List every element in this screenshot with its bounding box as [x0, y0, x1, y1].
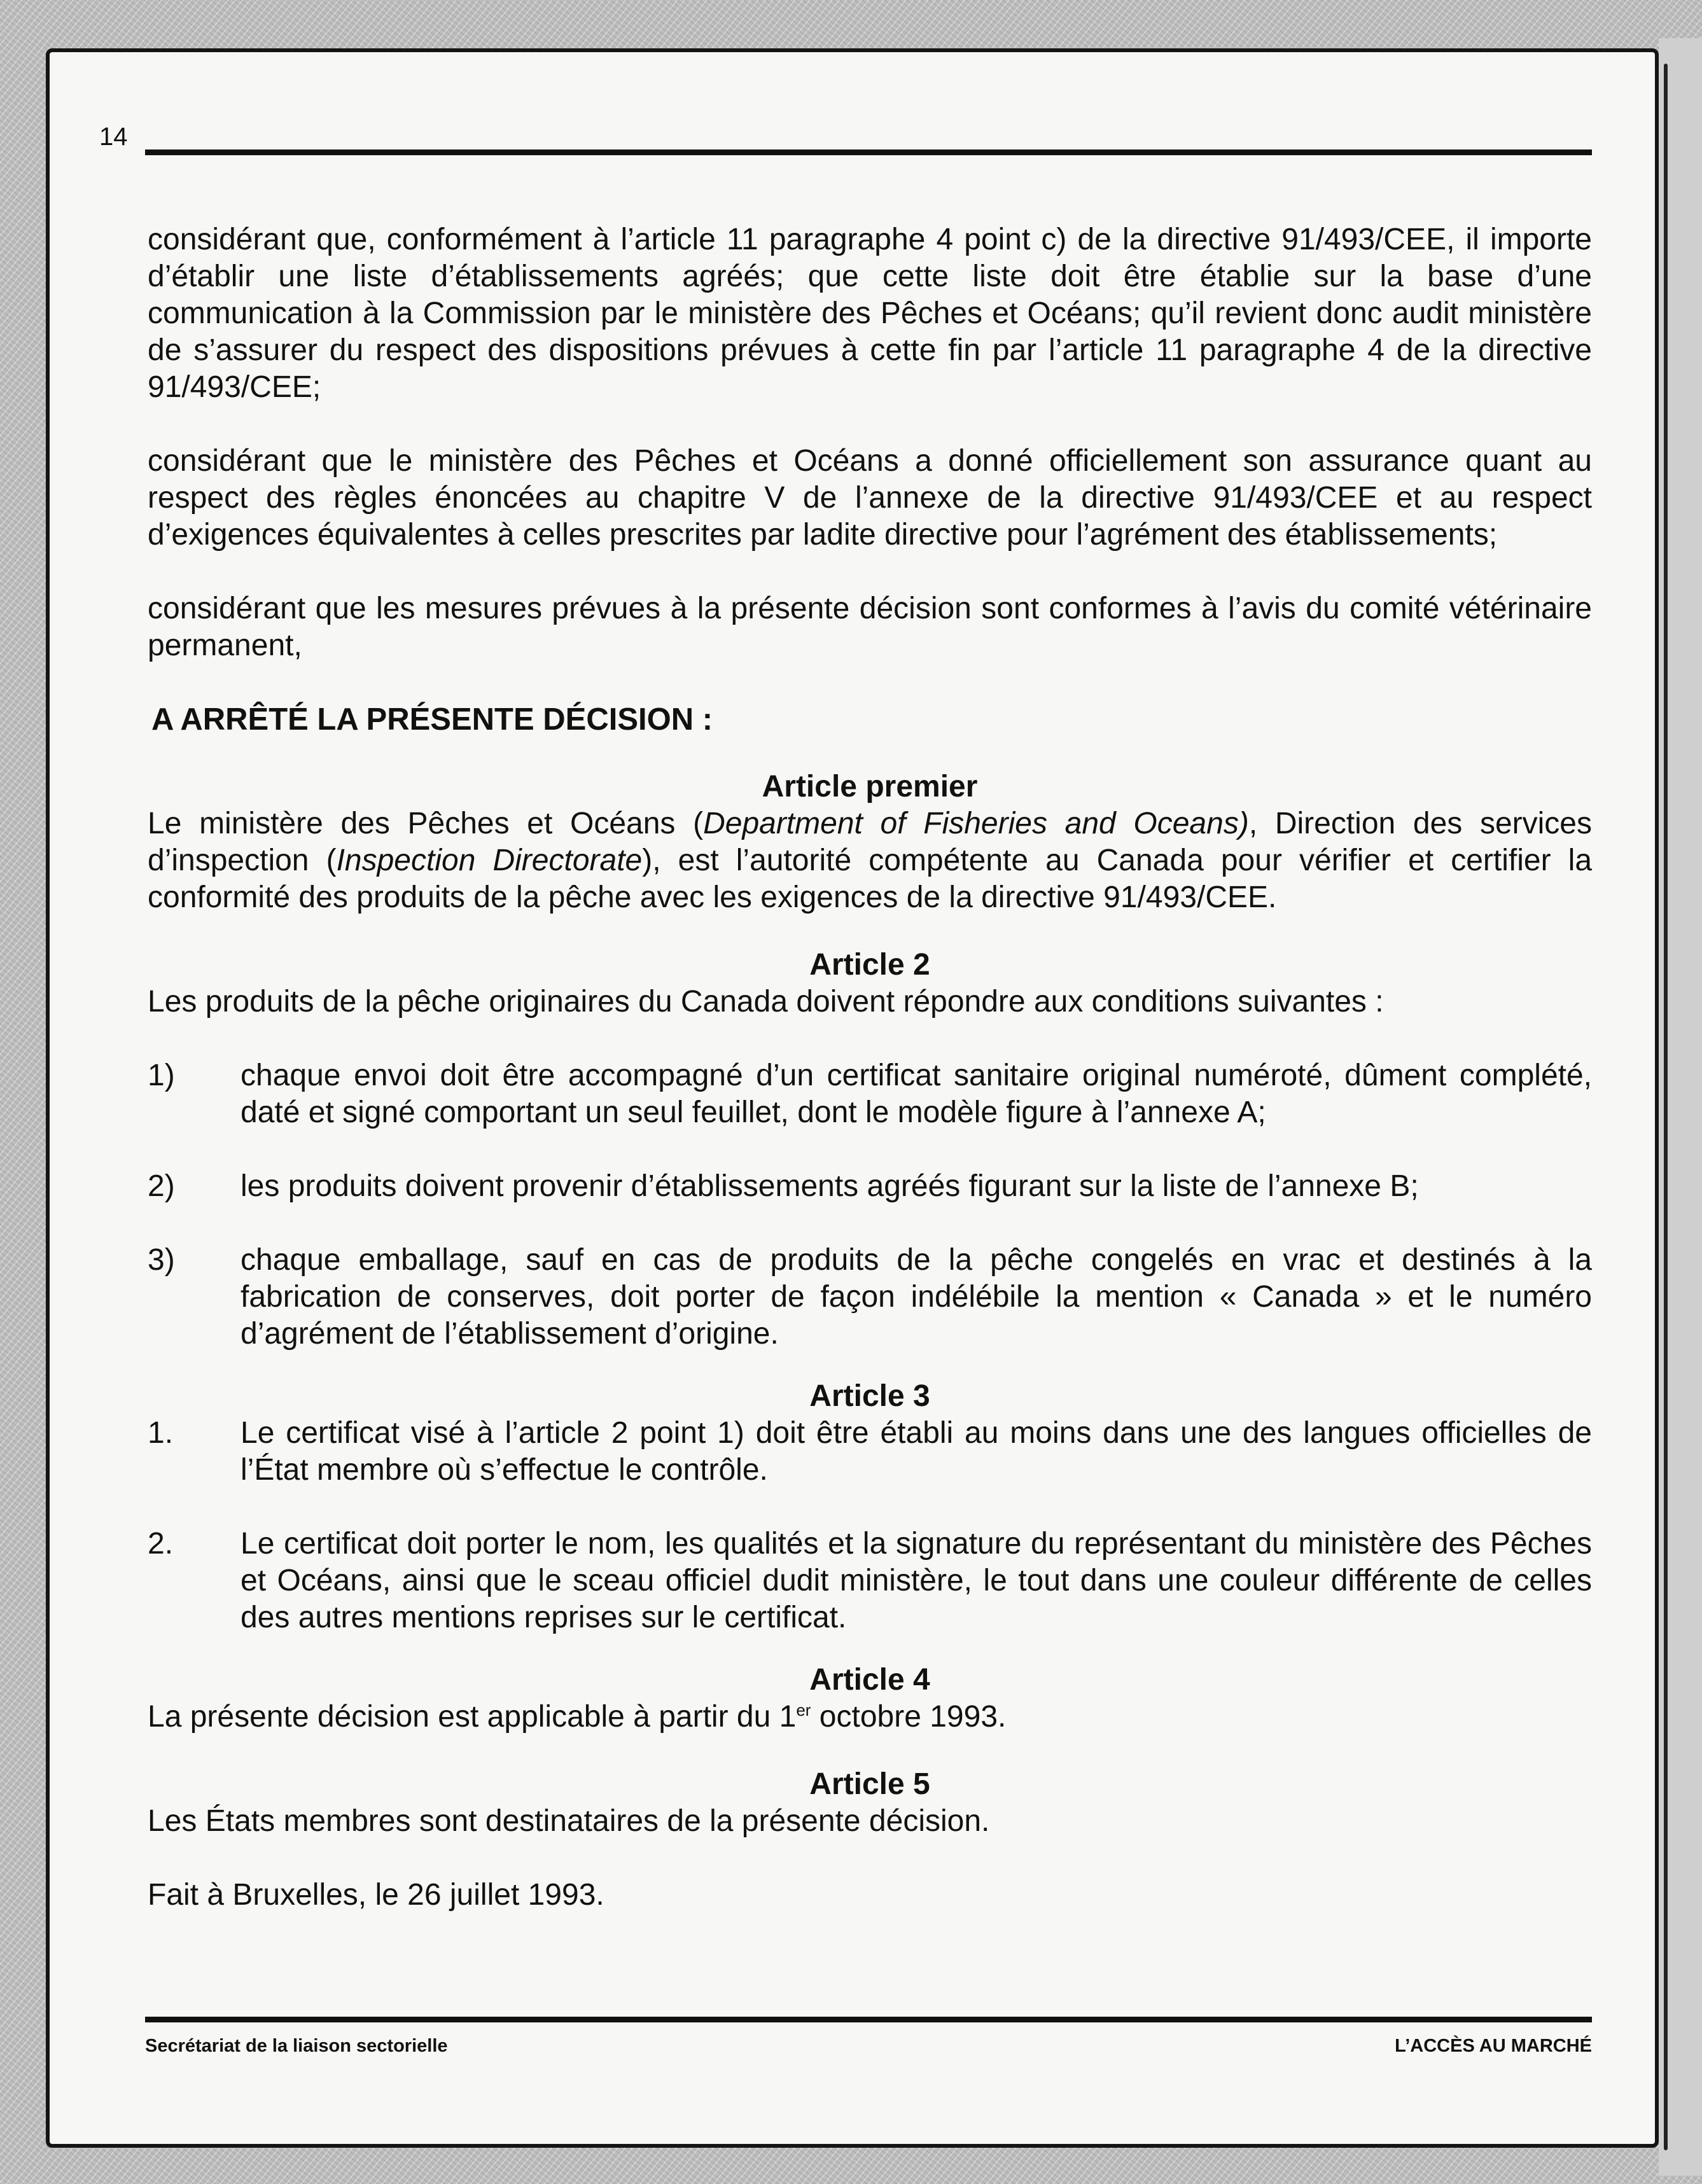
text-segment: Le ministère des Pêches et Océans ( [148, 807, 704, 840]
item-text: chaque emballage, sauf en cas de produits de la pêche congelés en vrac et destinés à la fabrication de conserves, doit porter de façon indélébile la mention « Canada » et le numéro d’agrément de l’établissement d’origine. [241, 1243, 1592, 1351]
decision-title: A ARRÊTÉ LA PRÉSENTE DÉCISION : [151, 702, 713, 737]
list-item [148, 1415, 1592, 1489]
article-heading: Article premier [762, 770, 978, 803]
item-number: 1) [148, 1059, 175, 1092]
preamble-paragraph: considérant que le ministère des Pêches et Océans a donné officiellement son assurance quant au respect des règles énoncées au chapitre V de l’annexe de la directive 91/493/CEE et au respect d’exigences équivalentes à celles prescrites par ladite directive pour l’agrément des établissements; [148, 444, 1592, 552]
footer-right: L’ACCÈS AU MARCHÉ [1395, 2036, 1592, 2056]
article-text: Les États membres sont destinataires de la présente décision. [148, 1804, 990, 1838]
list-item [148, 1057, 1592, 1131]
article-3 [148, 1378, 1592, 1636]
list-item [148, 1168, 1592, 1205]
preamble-paragraph: considérant que les mesures prévues à la présente décision sont conformes à l’avis du comité vétérinaire permanent, [148, 592, 1592, 662]
page-number: 14 [99, 123, 128, 151]
item-number: 3) [148, 1243, 175, 1277]
footer-left: Secrétariat de la liaison sectorielle [145, 2036, 448, 2056]
article-heading: Article 5 [809, 1767, 930, 1801]
article-premier [148, 769, 1592, 916]
text-segment: La présente décision est applicable à partir du 1 [148, 1700, 797, 1734]
footer-rule [145, 2017, 1592, 2022]
article-4 [148, 1662, 1592, 1735]
item-text: Le certificat doit porter le nom, les qualités et la signature du représentant du ministère des Pêches et Océans, ainsi que le sceau officiel dudit ministère, le tout dans une couleur différente de celles des autres mentions reprises sur le certificat. [241, 1527, 1592, 1634]
text-segment-italic: Department of Fisheries and Oceans) [703, 807, 1249, 840]
item-text: chaque envoi doit être accompagné d’un certificat sanitaire original numéroté, dûment complété, daté et signé comportant un seul feuillet, dont le modèle figure à l’annexe A; [241, 1059, 1592, 1129]
next-page-edge [1659, 38, 1702, 2176]
article-heading: Article 3 [809, 1379, 930, 1413]
preamble-paragraph: considérant que, conformément à l’article 11 paragraphe 4 point c) de la directive 91/493/CEE, il importe d’établir une liste d’établissements agréés; que cette liste doit être établie sur la base d’une communication à la Commission par le ministère des Pêches et Océans; qu’il revient donc audit ministère de s’assurer du respect des dispositions prévues à cette fin par l’article 11 paragraphe 4 de la directive 91/493/CEE; [148, 223, 1592, 404]
article-text [148, 805, 1592, 916]
list-item [148, 1526, 1592, 1636]
text-segment-italic: Inspection Directorate [336, 844, 643, 877]
closing-line: Fait à Bruxelles, le 26 juillet 1993. [148, 1878, 604, 1912]
text-segment: octobre 1993. [811, 1700, 1007, 1734]
header-rule [145, 150, 1592, 155]
document-body [148, 221, 1592, 1914]
item-number: 2) [148, 1169, 175, 1203]
item-text: les produits doivent provenir d’établissements agréés figurant sur la liste de l’annexe B; [241, 1169, 1419, 1203]
text-segment: ), est l’autorité compétente au Canada pour vérifier et certifier la conformité des produits de la pêche avec les exigences de la directive 91/493/CEE. [148, 844, 1593, 914]
item-number: 2. [148, 1527, 174, 1561]
item-number: 1. [148, 1416, 174, 1450]
item-text: Le certificat visé à l’article 2 point 1) doit être établi au moins dans une des langues officielles de l’État membre où s’effectue le contrôle. [241, 1416, 1592, 1487]
article-heading: Article 4 [809, 1663, 930, 1697]
article-text [148, 1699, 1592, 1735]
article-2 [148, 947, 1592, 1353]
article-intro: Les produits de la pêche originaires du Canada doivent répondre aux conditions suivantes : [148, 985, 1384, 1019]
article-heading: Article 2 [809, 948, 930, 982]
text-segment: , Direction des services d’inspection ( [148, 807, 1592, 877]
article-5 [148, 1766, 1592, 1840]
list-item [148, 1242, 1592, 1353]
ordinal-superscript: er [796, 1701, 811, 1720]
